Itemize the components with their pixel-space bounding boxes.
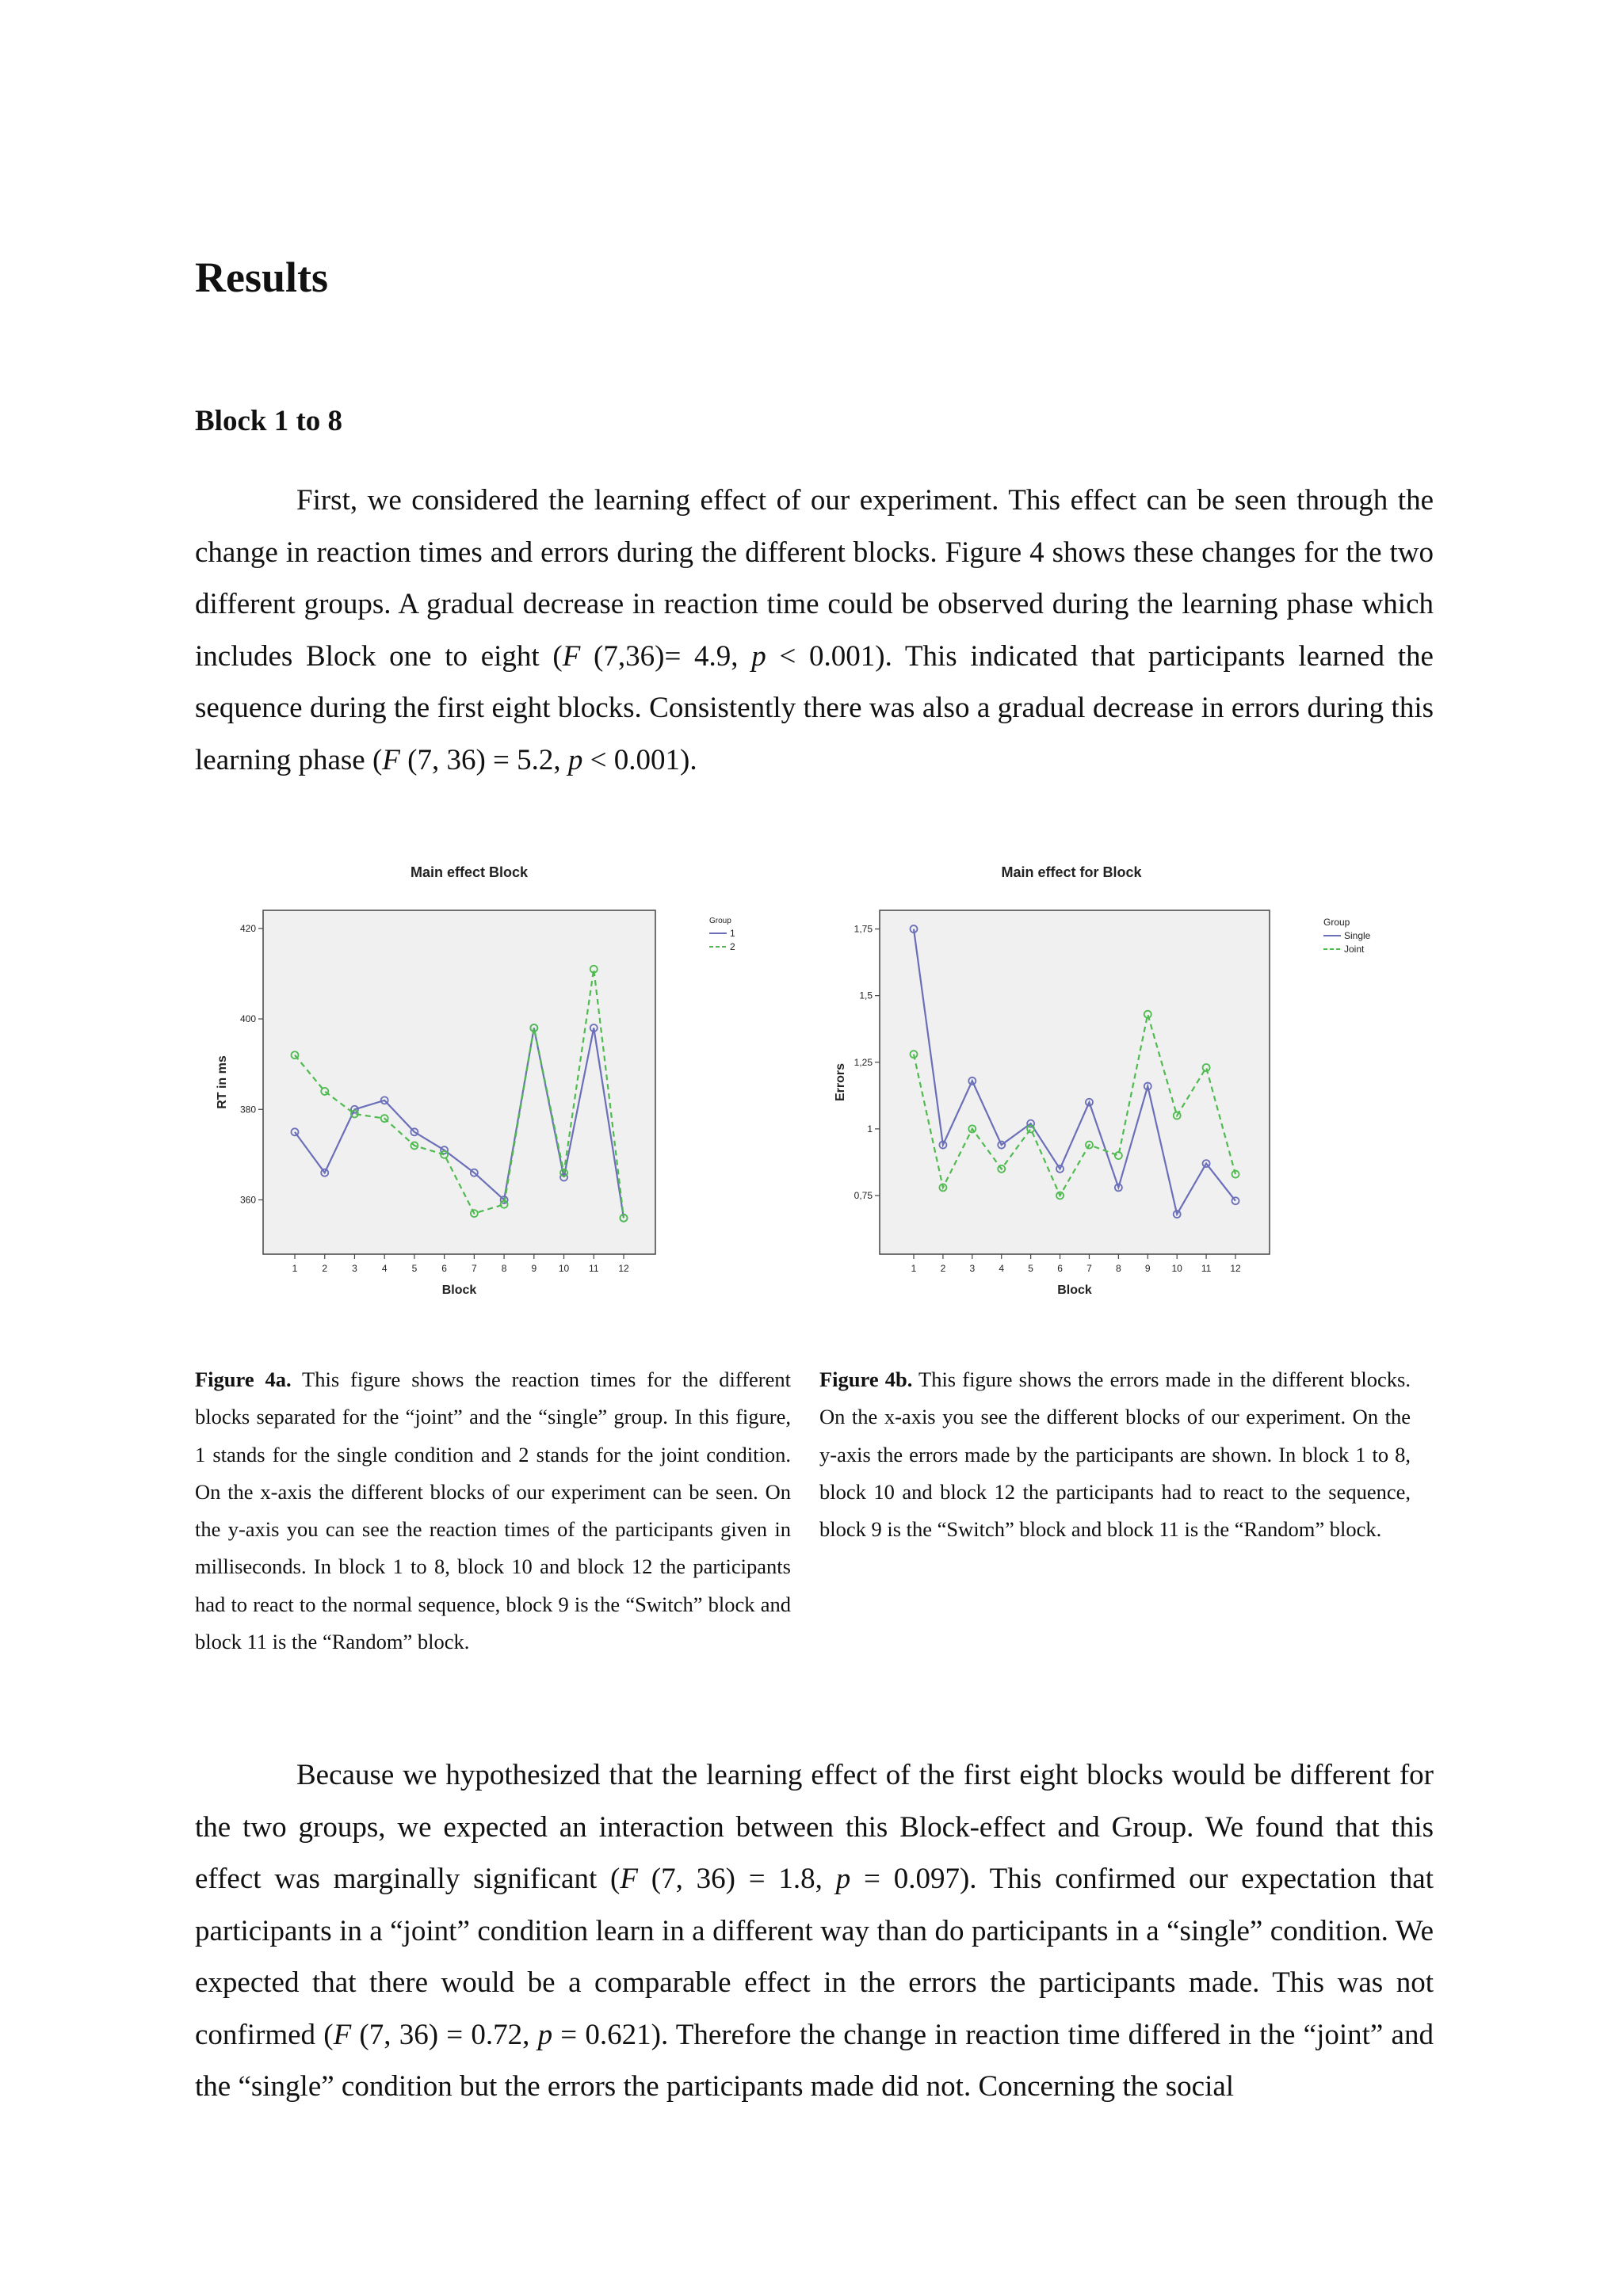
x-tick-label: 10 — [1171, 1263, 1182, 1274]
legend-title: Group — [709, 917, 731, 925]
para1-run: (7,36)= 4.9, — [580, 639, 752, 673]
figure-4b-svg — [800, 848, 1514, 1315]
figure-4b-caption — [819, 1361, 1411, 1548]
legend-label-2: Joint — [1344, 944, 1365, 955]
para2-run: F — [333, 2018, 352, 2051]
x-tick-label: 7 — [472, 1263, 477, 1274]
para2-run: F — [620, 1863, 638, 1895]
x-tick-label: 5 — [411, 1263, 418, 1274]
y-tick-label: 400 — [239, 1013, 256, 1025]
para1-run: p — [567, 743, 583, 776]
para1-run: First, we considered the learning effect of our experiment. This effect can be seen through the change in reaction times and errors during the different blocks. Figure 4 shows these changes for the two different groups. A gradual decrease in reaction time could be observed during the learning phase which includes Block one to eight ( — [195, 484, 1434, 673]
y-axis-label: Errors — [834, 1062, 847, 1102]
para2-run: p — [835, 1863, 851, 1895]
legend — [709, 917, 735, 952]
figure-4a-chart — [190, 848, 903, 1315]
x-tick-label: 11 — [1201, 1263, 1212, 1274]
x-tick-label: 1 — [911, 1263, 917, 1274]
legend-label-1: Single — [1344, 930, 1371, 941]
figure-4b-label: Figure 4b. — [819, 1367, 913, 1391]
legend-title: Group — [1323, 917, 1350, 928]
y-tick-label: 1 — [867, 1123, 873, 1135]
x-tick-label: 11 — [589, 1263, 599, 1274]
para1-run: < 0.001). This indicated that participants learned the sequence during the first eight blocks. Consistently there was also a gradual decrease in errors during this learning phase ( — [195, 639, 1434, 776]
para2-run: Because we hypothesized that the learning effect of the first eight blocks would be different for the two groups, we expected an interaction between this Block-effect and Group. We found that this effect was marginally significant ( — [195, 1759, 1434, 1895]
x-tick-label: 2 — [322, 1263, 328, 1274]
x-axis-label: Block — [1057, 1283, 1092, 1297]
figure-4b-caption-text: This figure shows the errors made in the different blocks. On the x-axis you see the different blocks of our experiment. On the y-axis the errors made by the participants are shown. In block 1 to 8, block 10 and block 12 the participants had to react to the sequence, block 9 is the “Switch” block and block 11 is the “Random” block. — [819, 1367, 1411, 1542]
y-tick-label: 1,25 — [854, 1056, 873, 1068]
figure-4a-label: Figure 4a. — [195, 1367, 292, 1391]
x-tick-label: 12 — [1230, 1263, 1241, 1274]
y-tick-label: 1,5 — [859, 990, 873, 1001]
y-axis-label: RT in ms — [216, 1055, 229, 1109]
x-tick-label: 10 — [558, 1263, 570, 1274]
y-tick-label: 420 — [239, 922, 256, 934]
x-tick-label: 3 — [969, 1263, 976, 1274]
x-tick-label: 6 — [1057, 1263, 1063, 1274]
x-tick-label: 12 — [618, 1263, 629, 1274]
figure-4a-svg — [190, 848, 903, 1315]
legend-label-2: 2 — [730, 941, 735, 952]
x-tick-label: 6 — [441, 1263, 447, 1274]
para2-run: p — [537, 2018, 553, 2051]
y-tick-label: 0,75 — [854, 1189, 873, 1201]
x-tick-label: 1 — [292, 1263, 298, 1274]
para1-run: F — [382, 743, 400, 776]
x-tick-label: 9 — [531, 1263, 537, 1274]
x-axis-label: Block — [441, 1283, 477, 1297]
legend-label-1: 1 — [730, 928, 735, 939]
subsection-heading: Block 1 to 8 — [195, 405, 343, 437]
para2-run: = 0.621). Therefore the change in reaction time differed in the “joint” and the “single” condition but the errors the participants made did not. Concerning the social — [195, 2018, 1434, 2103]
chart-title: Main effect Block — [410, 864, 529, 880]
section-heading: Results — [195, 254, 329, 301]
para2-run: = 0.097). This confirmed our expectation that participants in a “joint” condition learn in a different way than do participants in a “single” condition. We expected that there would be a comparable effect in the errors the participants made. This was not confirmed ( — [195, 1863, 1434, 2051]
x-tick-label: 3 — [352, 1263, 357, 1274]
para2-run: (7, 36) = 0.72, — [351, 2018, 538, 2051]
figure-4a-caption — [195, 1361, 791, 1661]
x-tick-label: 7 — [1086, 1263, 1092, 1274]
para2-run: (7, 36) = 1.8, — [637, 1863, 836, 1895]
x-tick-label: 8 — [1116, 1263, 1121, 1274]
chart-title: Main effect for Block — [1001, 864, 1142, 880]
legend — [1323, 917, 1371, 955]
x-tick-label: 5 — [1028, 1263, 1033, 1274]
plot-area — [263, 910, 655, 1254]
x-tick-label: 9 — [1144, 1263, 1151, 1274]
y-tick-label: 1,75 — [854, 923, 873, 935]
figure-4a-caption-text: This figure shows the reaction times for the different blocks separated for the “joint” and the “single” group. In this figure, 1 stands for the single condition and 2 stands for the joint condition. On the x-axis the different blocks of our experiment can be seen. On the y-axis you can see the reaction times of the participants given in milliseconds. In block 1 to 8, block 10 and block 12 the participants had to react to the normal sequence, block 9 is the “Switch” block and block 11 is the “Random” block. — [195, 1367, 791, 1654]
y-tick-label: 380 — [239, 1104, 256, 1116]
x-tick-label: 2 — [940, 1263, 946, 1274]
para1-run: p — [751, 639, 766, 673]
x-tick-label: 4 — [999, 1263, 1005, 1274]
para1-run: < 0.001). — [582, 743, 697, 776]
x-tick-label: 4 — [381, 1263, 388, 1274]
y-tick-label: 360 — [239, 1194, 256, 1206]
paragraph-learning-effect — [195, 475, 1434, 786]
para1-run: (7, 36) = 5.2, — [399, 743, 568, 776]
para1-run: F — [562, 639, 581, 673]
x-tick-label: 8 — [501, 1263, 507, 1274]
paragraph-interaction-effect — [195, 1749, 1434, 2113]
figure-4b-chart — [800, 848, 1514, 1315]
